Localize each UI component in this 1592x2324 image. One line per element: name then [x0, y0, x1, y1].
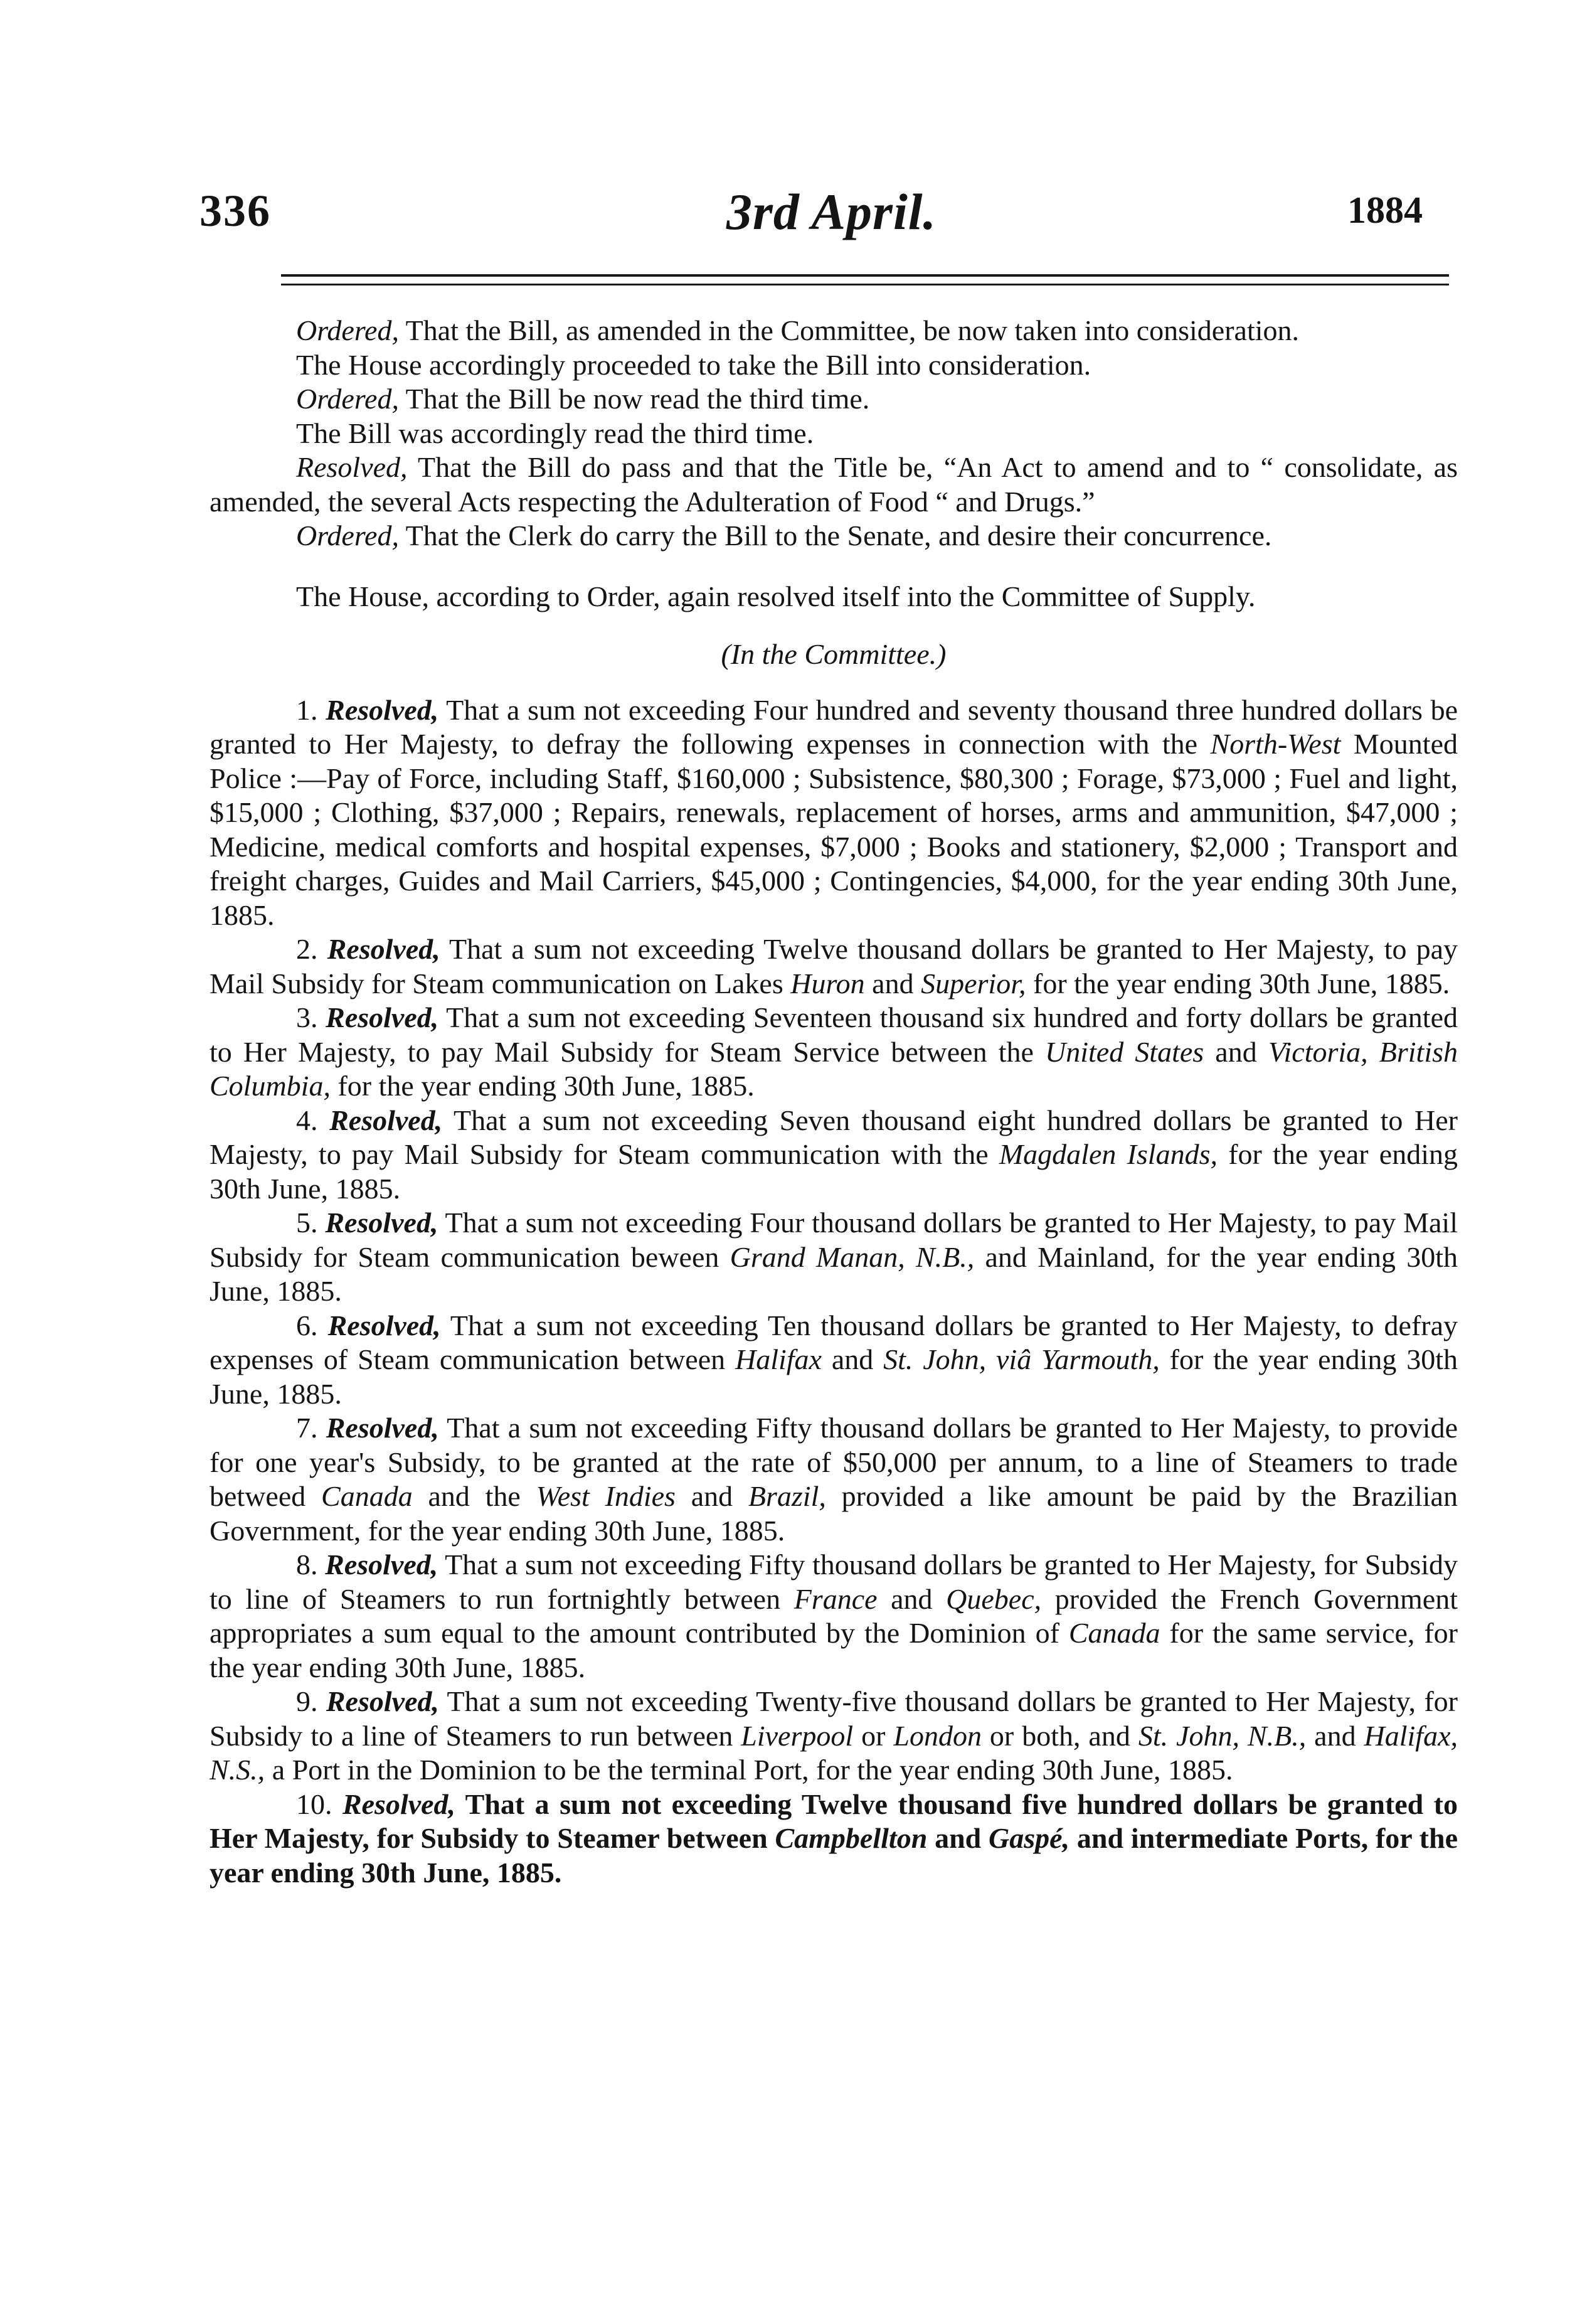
resolution-number: 7. — [296, 1412, 326, 1444]
resolution-text: That a sum not exceeding Twenty-five thousand dollars be granted to Her Majesty, for Subsidy to a line of Steamers to run between — [210, 1685, 1458, 1752]
resolution-lead: Resolved, — [325, 1548, 438, 1580]
resolution-lead: Resolved, — [327, 1309, 441, 1341]
resolution-text: and — [927, 1822, 989, 1854]
resolution-text: That a sum not exceeding Twelve thousand five hundred dollars be granted to Her Majesty, for Subsidy to Steamer between — [210, 1788, 1458, 1854]
paragraph-house-proceeded — [210, 348, 1458, 383]
resolution-text: and the — [412, 1480, 536, 1512]
resolution-item — [210, 1685, 1458, 1788]
resolution-place-name: London — [893, 1719, 982, 1752]
resolution-place-name: Victoria, British Columbia, — [210, 1035, 1458, 1102]
resolution-text: That a sum not exceeding Fifty thousand dollars be granted to Her Majesty, to provide for one year's Subsidy, to be granted at the rate of $50,000 per annum, to a line of Steamers to trade betweed — [210, 1412, 1458, 1512]
resolution-place-name: Halifax — [735, 1343, 822, 1375]
resolution-text: and — [821, 1343, 884, 1375]
paragraph-lead: Ordered, — [296, 314, 399, 346]
paragraph-text: That the Clerk do carry the Bill to the Senate, and desire their concurrence. — [398, 520, 1272, 552]
resolution-place-name: North-West — [1210, 728, 1341, 760]
resolution-item — [210, 1548, 1458, 1685]
paragraph-text: The Bill was accordingly read the third time. — [296, 417, 814, 449]
resolution-text: Mounted Police :—Pay of Force, including Staff, $160,000 ; Subsistence, $80,300 ; Forage, $73,000 ; Fuel and light, $15,000 ; Clothing, $37,000 ; Repairs, renewals, replacement of horses, arms and ammunition, $47,000 ; Medicine, medical comforts and hospital expenses, $7,000 ; Books and stationery, $2,000 ; Transport and freight charges, Guides and Mail Carriers, $45,000 ; Contingencies, $4,000, for the year ending 30th June, 1885. — [210, 728, 1458, 931]
paragraph-text: That the Bill be now read the third time. — [398, 383, 870, 415]
resolution-item — [210, 693, 1458, 933]
paragraph-committee-of-supply — [210, 580, 1458, 614]
resolution-place-name: Huron — [790, 967, 865, 999]
resolution-text: That a sum not exceeding Four thousand dollars be granted to Her Majesty, to pay Mail Subsidy for Steam communication beween — [210, 1207, 1458, 1273]
resolution-text: and — [675, 1480, 748, 1512]
resolution-lead: Resolved, — [326, 1412, 439, 1444]
resolution-text: That a sum not exceeding Seventeen thousand six hundred and forty dollars be granted to Her Majesty, to pay Mail Subsidy for Steam Service between the — [210, 1001, 1458, 1068]
resolution-number: 5. — [296, 1207, 326, 1239]
resolution-lead: Resolved, — [326, 693, 439, 726]
page-year: 1884 — [1347, 189, 1423, 231]
paragraph-ordered-senate — [210, 519, 1458, 553]
resolution-text: provided a like amount be paid by the Brazilian Government, for the year ending 30th June, 1885. — [210, 1480, 1458, 1547]
paragraph-resolved-title — [210, 450, 1458, 519]
paragraph-bill-read — [210, 417, 1458, 451]
resolution-item — [210, 1104, 1458, 1207]
resolution-text: That a sum not exceeding Seven thousand eight hundred dollars be granted to Her Majesty, to pay Mail Subsidy for Steam communication with the — [210, 1104, 1458, 1170]
committee-heading: (In the Committee.) — [721, 638, 947, 670]
resolution-text: for the year ending 30th June, 1885. — [210, 1138, 1458, 1205]
resolution-text: or — [853, 1719, 894, 1752]
resolution-place-name: West Indies — [536, 1480, 676, 1512]
resolution-text: and Mainland, for the year ending 30th June, 1885. — [210, 1240, 1458, 1307]
resolution-text: and intermediate Ports, for the year ending 30th June, 1885. — [210, 1822, 1458, 1889]
resolution-place-name: United States — [1045, 1035, 1204, 1068]
resolution-place-name: Grand Manan, N.B., — [730, 1240, 975, 1273]
resolution-place-name: Halifax, N.S., — [210, 1719, 1458, 1786]
resolution-number: 9. — [296, 1685, 326, 1717]
resolution-text: That a sum not exceeding Ten thousand dollars be granted to Her Majesty, to defray expenses of Steam communication between — [210, 1309, 1458, 1375]
resolution-number: 10. — [296, 1788, 342, 1820]
resolution-place-name: Canada — [321, 1480, 413, 1512]
resolution-text: and — [877, 1582, 947, 1615]
paragraph-ordered-consideration — [210, 314, 1458, 348]
resolution-number: 8. — [296, 1548, 326, 1580]
resolution-place-name: Brazil, — [748, 1480, 826, 1512]
resolutions-list — [210, 693, 1458, 1890]
paragraph-ordered-third-reading — [210, 382, 1458, 417]
resolution-item — [210, 1411, 1458, 1548]
resolution-text: and — [1204, 1035, 1268, 1068]
resolution-place-name: Superior, — [921, 967, 1026, 999]
resolution-number: 1. — [296, 693, 326, 726]
page-header — [199, 185, 1423, 254]
resolution-item — [210, 1788, 1458, 1890]
resolution-place-name: Magdalen Islands, — [999, 1138, 1218, 1170]
resolution-place-name: Liverpool — [741, 1719, 854, 1752]
paragraph-text: That the Bill do pass and that the Title be, “An Act to amend and to “ consolidate, as amended, the several Acts respecting the Adulteration of Food “ and Drugs.” — [210, 451, 1458, 518]
resolution-text: for the year ending 30th June, 1885. — [1026, 967, 1450, 999]
resolution-place-name: Quebec, — [946, 1582, 1042, 1615]
paragraph-text: That the Bill, as amended in the Committee, be now taken into consideration. — [398, 314, 1300, 346]
page-title-date: 3rd April. — [726, 183, 937, 240]
resolution-lead: Resolved, — [326, 1685, 439, 1717]
journal-body — [210, 314, 1458, 1890]
resolution-text: That a sum not exceeding Twelve thousand dollars be granted to Her Majesty, to pay Mail Subsidy for Steam communication on Lakes — [210, 933, 1458, 999]
resolution-place-name: Campbellton — [775, 1822, 928, 1854]
resolution-lead: Resolved, — [325, 1207, 438, 1239]
resolution-item — [210, 932, 1458, 1001]
paragraph-text: The House, according to Order, again resolved itself into the Committee of Supply. — [296, 580, 1256, 612]
resolution-text: That a sum not exceeding Four hundred and seventy thousand three hundred dollars be granted to Her Majesty, to defray the following expenses in connection with the — [210, 693, 1458, 760]
resolution-lead: Resolved, — [342, 1788, 456, 1820]
resolution-number: 3. — [296, 1001, 326, 1033]
resolution-number: 2. — [296, 933, 327, 965]
header-rule-top — [281, 274, 1449, 277]
resolution-text: and — [1306, 1719, 1364, 1752]
resolution-lead: Resolved, — [326, 1001, 439, 1033]
resolution-item — [210, 1309, 1458, 1412]
resolution-number: 6. — [296, 1309, 328, 1341]
resolution-place-name: France — [793, 1582, 878, 1615]
resolution-place-name: St. John, N.B., — [1138, 1719, 1307, 1752]
resolution-place-name: St. John, viâ Yarmouth, — [883, 1343, 1160, 1375]
resolution-lead: Resolved, — [329, 1104, 443, 1136]
paragraph-lead: Resolved, — [296, 451, 408, 483]
paragraph-text: The House accordingly proceeded to take the Bill into consideration. — [296, 348, 1091, 381]
resolution-number: 4. — [296, 1104, 330, 1136]
resolution-item — [210, 1001, 1458, 1104]
resolution-lead: Resolved, — [327, 933, 440, 965]
resolution-text: provided the French Government appropriates a sum equal to the amount contributed by the Dominion of — [210, 1582, 1458, 1649]
paragraph-lead: Ordered, — [296, 520, 399, 552]
resolution-text: for the year ending 30th June, 1885. — [330, 1070, 755, 1102]
resolution-place-name: Gaspé, — [989, 1822, 1070, 1854]
resolution-item — [210, 1206, 1458, 1309]
resolution-text: That a sum not exceeding Fifty thousand dollars be granted to Her Majesty, for Subsidy to line of Steamers to run fortnightly between — [210, 1548, 1458, 1615]
header-rule-bottom — [281, 284, 1449, 285]
page-number: 336 — [199, 186, 271, 236]
paragraph-lead: Ordered, — [296, 383, 399, 415]
resolution-text: and — [864, 967, 921, 999]
resolution-place-name: Canada — [1068, 1617, 1160, 1649]
resolution-text: or both, and — [981, 1719, 1138, 1752]
resolution-text: a Port in the Dominion to be the terminal Port, for the year ending 30th June, 1885. — [265, 1754, 1233, 1786]
resolution-text: for the same service, for the year ending 30th June, 1885. — [210, 1617, 1458, 1683]
resolution-text: for the year ending 30th June, 1885. — [210, 1343, 1458, 1410]
